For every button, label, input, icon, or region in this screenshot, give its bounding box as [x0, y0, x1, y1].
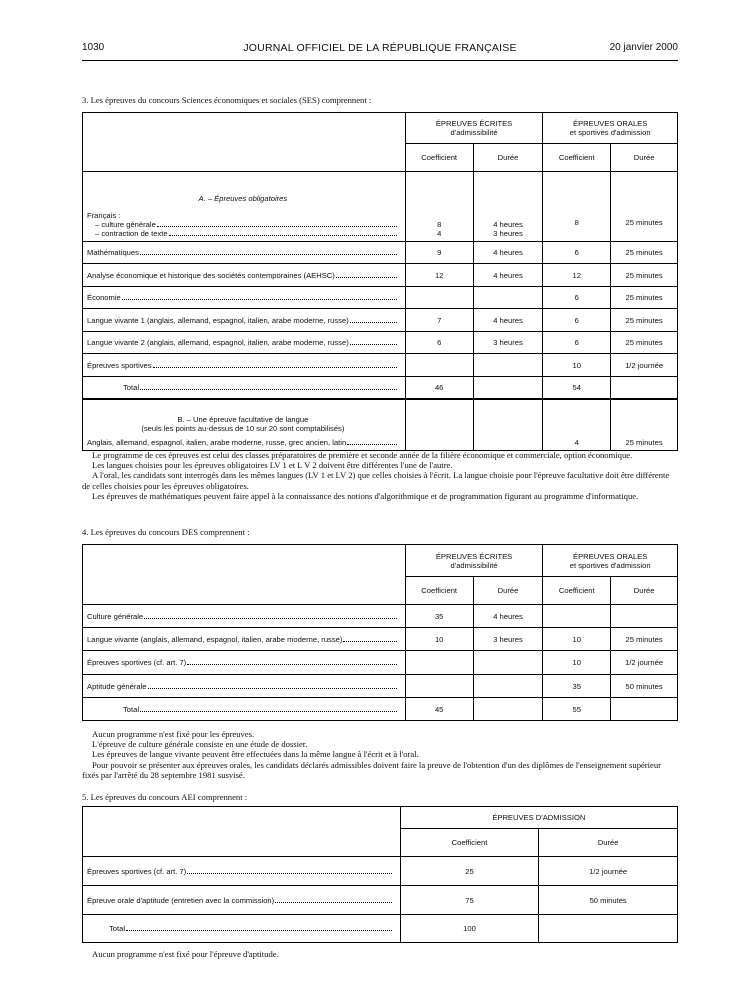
aei-total-row: Total 100 — [83, 915, 678, 943]
aei-table: ÉPREUVES D'ADMISSION Coefficient Durée Épreuves sportives (cf. art. 7) 25 1/2 journée Épreuve orale d'aptitude (entretien avec la commission) 75 50 minutes Total 100 — [82, 806, 678, 943]
ses-notes: Le programme de ces épreuves est celui des classes préparatoires de première et seconde année de la filière économique et commerciale, option économique. Les langues choisies pour les épreuves obligatoires LV 1 et L V 2 doivent être différentes l'une de l'autre. A l'oral, les candidats sont interrogés dans les mêmes langues (LV 1 et LV 2) que celles choisies à l'écrit. La langue choisie pour l'épreuve facultative doit être différente de celles choisies pour les épreuves obligatoires. Les épreuves de mathématiques peuvent faire appel à la connaissance des notions d'algorithmique et de programmation figurant au programme d'informatique. — [82, 450, 670, 501]
ses-header-ecrites: ÉPREUVES ÉCRITES d'admissibilité — [405, 113, 543, 144]
des-table: ÉPREUVES ÉCRITES d'admissibilité ÉPREUVES ORALES et sportives d'admission Coefficient Durée Coefficient Durée Culture générale 35 4 heures Langue vivante (anglais, allemand, espagnol, italien, arabe moderne, russe) 10 3 heures 10 25 minutes Épreuves sportives (cf. art. 7) 10 1/2 journée Aptitude générale 35 50 minutes Total 45 55 — [82, 544, 678, 721]
page-header — [82, 42, 678, 56]
table-row: Analyse économique et historique des sociétés contemporaines (AEHSC) 12 4 heures 12 25 minutes — [83, 264, 678, 287]
table-row: Épreuves sportives 10 1/2 journée — [83, 354, 678, 377]
ses-col-coef-ecrit: Coefficient — [405, 144, 473, 172]
publication-date: 20 janvier 2000 — [609, 42, 678, 53]
ses-col-duree-ecrit: Durée — [473, 144, 543, 172]
section-b-note: (seuls les points au-dessus de 10 sur 20 sont comptabilisés) — [141, 424, 345, 433]
des-total-row: Total 45 55 — [83, 698, 678, 721]
ses-header-blank — [83, 113, 406, 172]
des-header-ecrites: ÉPREUVES ÉCRITES d'admissibilité — [405, 545, 543, 577]
langues-label: Anglais, allemand, espagnol, italien, arabe moderne, russe, grec ancien, latin — [87, 438, 347, 447]
francais-duree-oral: 25 minutes — [611, 172, 678, 242]
ses-intro: 3. Les épreuves du concours Sciences économiques et sociales (SES) comprennent : — [82, 95, 372, 105]
header-rule — [82, 60, 678, 61]
francais-label: Français : — [87, 211, 121, 220]
table-row: Langue vivante 2 (anglais, allemand, espagnol, italien, arabe moderne, russe) 6 3 heures 6 25 minutes — [83, 332, 678, 354]
table-row: Mathématiques 9 4 heures 6 25 minutes — [83, 242, 678, 264]
francais-duree-ecrit: 4 heures 3 heures — [473, 172, 543, 242]
des-header-orales: ÉPREUVES ORALES et sportives d'admission — [543, 545, 678, 577]
page-number: 1030 — [82, 42, 105, 53]
table-row: Épreuves sportives (cf. art. 7) 10 1/2 journée — [83, 651, 678, 675]
ses-section-b — [83, 399, 678, 451]
section-b-title: B. – Une épreuve facultative de langue — [177, 415, 309, 424]
ses-section-a — [83, 172, 406, 242]
table-row: Langue vivante 1 (anglais, allemand, espagnol, italien, arabe moderne, russe) 7 4 heures 6 25 minutes — [83, 309, 678, 332]
aei-header: ÉPREUVES D'ADMISSION — [400, 807, 677, 829]
table-row: Aptitude générale 35 50 minutes — [83, 675, 678, 698]
aei-intro: 5. Les épreuves du concours AEI comprennent : — [82, 792, 248, 802]
table-row: Économie 6 25 minutes — [83, 287, 678, 309]
table-row: Épreuves sportives (cf. art. 7) 25 1/2 journée — [83, 857, 678, 886]
des-notes: Aucun programme n'est fixé pour les épreuves. L'épreuve de culture générale consiste en une étude de dossier. Les épreuves de langue vivante peuvent être effectuées dans la même langue à l'écrit et à l'oral. Pour pouvoir se présenter aux épreuves orales, les candidats déclarés admissibles doivent faire la preuve de l'obtention d'un des diplômes de l'enseignement supérieur fixés par l'arrêté du 28 septembre 1981 susvisé. — [82, 729, 662, 780]
culture-label: – culture générale — [95, 220, 156, 229]
journal-title: JOURNAL OFFICIEL DE LA RÉPUBLIQUE FRANÇAISE — [243, 42, 517, 54]
table-row: Épreuve orale d'aptitude (entretien avec la commission) 75 50 minutes — [83, 886, 678, 915]
ses-header-orales: ÉPREUVES ORALES et sportives d'admission — [543, 113, 678, 144]
aei-note: Aucun programme n'est fixé pour l'épreuve d'aptitude. — [92, 949, 279, 959]
ses-total-row: Total 46 54 — [83, 377, 678, 399]
langues-duree: 25 minutes — [611, 399, 678, 451]
table-row: Langue vivante (anglais, allemand, espagnol, italien, arabe moderne, russe) 10 3 heures 10 25 minutes — [83, 628, 678, 651]
ses-col-coef-oral: Coefficient — [543, 144, 611, 172]
langues-coef: 4 — [543, 399, 611, 451]
francais-coef-oral: 8 — [543, 172, 611, 242]
ses-col-duree-oral: Durée — [611, 144, 678, 172]
contraction-label: – contraction de texte — [95, 229, 168, 238]
table-row: Culture générale 35 4 heures — [83, 605, 678, 628]
francais-coef-ecrit: 8 4 — [405, 172, 473, 242]
des-intro: 4. Les épreuves du concours DES comprennent : — [82, 527, 250, 537]
section-a-title: A. – Épreuves obligatoires — [198, 194, 288, 203]
ses-table — [82, 112, 678, 451]
